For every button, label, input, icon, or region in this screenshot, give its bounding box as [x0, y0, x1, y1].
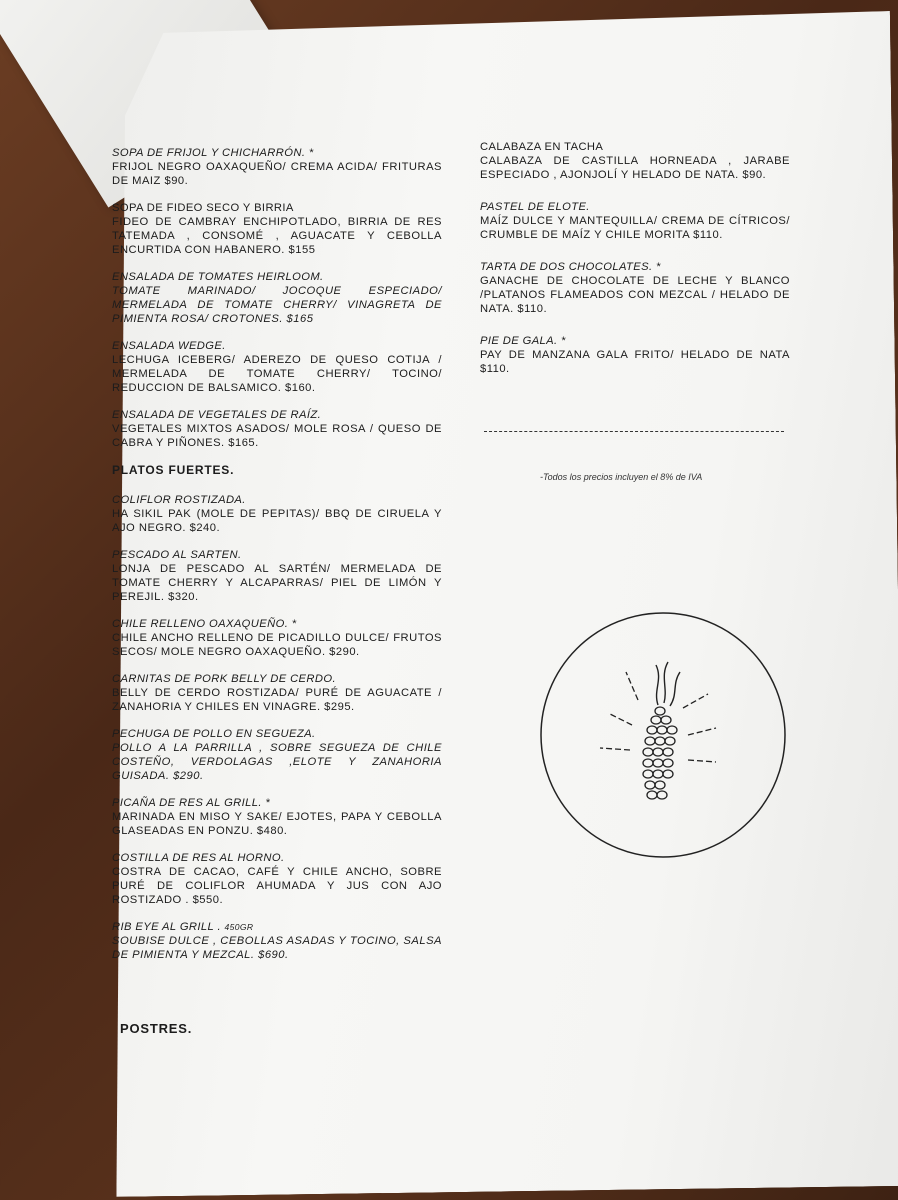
menu-item-chile-relleno — [112, 617, 442, 659]
item-description: TOMATE MARINADO/ JOCOQUE ESPECIADO/ MERMELADA DE TOMATE CHERRY/ VINAGRETA DE PIMIENTA ROSA/ CROTONES. $165 — [112, 285, 442, 325]
menu-item-calabaza — [480, 140, 790, 182]
menu-item-tarta-chocolates — [480, 260, 790, 316]
item-title: ENSALADA DE TOMATES HEIRLOOM. — [112, 271, 324, 283]
item-title: CARNITAS DE PORK BELLY DE CERDO. — [112, 673, 336, 685]
item-title: CALABAZA EN TACHA — [480, 141, 604, 153]
menu-item-costilla — [112, 851, 442, 907]
menu-item-rib-eye — [112, 920, 442, 962]
item-description: FRIJOL NEGRO OAXAQUEÑO/ CREMA ACIDA/ FRITURAS DE MAIZ $90. — [112, 161, 442, 187]
item-title: TARTA DE DOS CHOCOLATES. * — [480, 261, 661, 273]
item-description: SOUBISE DULCE , CEBOLLAS ASADAS Y TOCINO, SALSA DE PIMIENTA Y MEZCAL. $690. — [112, 935, 442, 961]
item-description: LECHUGA ICEBERG/ ADEREZO DE QUESO COTIJA / MERMELADA DE TOMATE CHERRY/ TOCINO/ REDUCCION DE BALSAMICO. $160. — [112, 354, 442, 394]
menu-item-picana — [112, 796, 442, 838]
item-description: COSTRA DE CACAO, CAFÉ Y CHILE ANCHO, SOBRE PURÉ DE COLIFLOR AHUMADA Y JUS CON AJO ROSTIZADO . $550. — [112, 866, 442, 906]
item-description: CHILE ANCHO RELLENO DE PICADILLO DULCE/ FRUTOS SECOS/ MOLE NEGRO OAXAQUEÑO. $290. — [112, 632, 442, 658]
menu-item-ensalada-wedge — [112, 339, 442, 395]
item-description: CALABAZA DE CASTILLA HORNEADA , JARABE ESPECIADO , AJONJOLÍ Y HELADO DE NATA. $90. — [480, 155, 790, 181]
section-postres: POSTRES. — [120, 1021, 193, 1036]
item-title: PIE DE GALA. * — [480, 335, 566, 347]
item-title: CHILE RELLENO OAXAQUEÑO. * — [112, 618, 297, 630]
item-title: PICAÑA DE RES AL GRILL. * — [112, 797, 271, 809]
item-description: POLLO A LA PARRILLA , SOBRE SEGUEZA DE CHILE COSTEÑO, VERDOLAGAS ,ELOTE Y ZANAHORIA GUISADA. $290. — [112, 742, 442, 782]
item-title: SOPA DE FIDEO SECO Y BIRRIA — [112, 202, 294, 214]
item-description: GANACHE DE CHOCOLATE DE LECHE Y BLANCO /PLATANOS FLAMEADOS CON MEZCAL / HELADO DE NATA. $110. — [480, 275, 790, 315]
menu-item-ensalada-vegetales — [112, 408, 442, 450]
menu-right-column — [480, 140, 790, 389]
item-description: MAÍZ DULCE Y MANTEQUILLA/ CREMA DE CÍTRICOS/ CRUMBLE DE MAÍZ Y CHILE MORITA $110. — [480, 215, 790, 241]
corn-cob-icon — [538, 610, 788, 865]
item-description: BELLY DE CERDO ROSTIZADA/ PURÉ DE AGUACATE / ZANAHORIA Y CHILES EN VINAGRE. $295. — [112, 687, 442, 713]
item-description: FIDEO DE CAMBRAY ENCHIPOTLADO, BIRRIA DE RES TATEMADA , CONSOMÉ , AGUACATE Y CEBOLLA ENCURTIDA CON HABANERO. $155 — [112, 216, 442, 256]
item-description: LONJA DE PESCADO AL SARTÉN/ MERMELADA DE TOMATE CHERRY Y ALCAPARRAS/ PIEL DE LIMÓN Y PEREJIL. $320. — [112, 563, 442, 603]
menu-item-ensalada-tomates — [112, 270, 442, 326]
menu-item-coliflor — [112, 493, 442, 535]
menu-item-pie-gala — [480, 334, 790, 376]
item-description: HA SIKIL PAK (MOLE DE PEPITAS)/ BBQ DE CIRUELA Y AJO NEGRO. $240. — [112, 508, 442, 534]
item-title: PECHUGA DE POLLO EN SEGUEZA. — [112, 728, 316, 740]
iva-note: -Todos los precios incluyen el 8% de IVA — [540, 472, 703, 482]
item-title: ENSALADA DE VEGETALES DE RAÍZ. — [112, 409, 322, 421]
menu-left-column — [112, 146, 442, 975]
menu-item-carnitas — [112, 672, 442, 714]
item-title: SOPA DE FRIJOL Y CHICHARRÓN. * — [112, 147, 314, 159]
item-title: ENSALADA WEDGE. — [112, 340, 226, 352]
section-platos-fuertes: PLATOS FUERTES. — [112, 463, 235, 477]
menu-item-sopa-frijol — [112, 146, 442, 188]
item-description: VEGETALES MIXTOS ASADOS/ MOLE ROSA / QUESO DE CABRA Y PIÑONES. $165. — [112, 423, 442, 449]
item-description: MARINADA EN MISO Y SAKE/ EJOTES, PAPA Y CEBOLLA GLASEADAS EN PONZU. $480. — [112, 811, 442, 837]
menu-item-pechuga — [112, 727, 442, 783]
item-title: PASTEL DE ELOTE. — [480, 201, 590, 213]
menu-item-sopa-fideo — [112, 201, 442, 257]
dashed-divider — [484, 431, 784, 432]
menu-item-pescado — [112, 548, 442, 604]
item-weight-note: 450GR — [224, 922, 254, 932]
item-title: COSTILLA DE RES AL HORNO. — [112, 852, 285, 864]
item-title: PESCADO AL SARTEN. — [112, 549, 242, 561]
item-title: COLIFLOR ROSTIZADA. — [112, 494, 246, 506]
item-title — [112, 920, 442, 934]
item-description: PAY DE MANZANA GALA FRITO/ HELADO DE NATA $110. — [480, 349, 790, 375]
item-title-text: RIB EYE AL GRILL . — [112, 921, 221, 933]
menu-item-pastel-elote — [480, 200, 790, 242]
